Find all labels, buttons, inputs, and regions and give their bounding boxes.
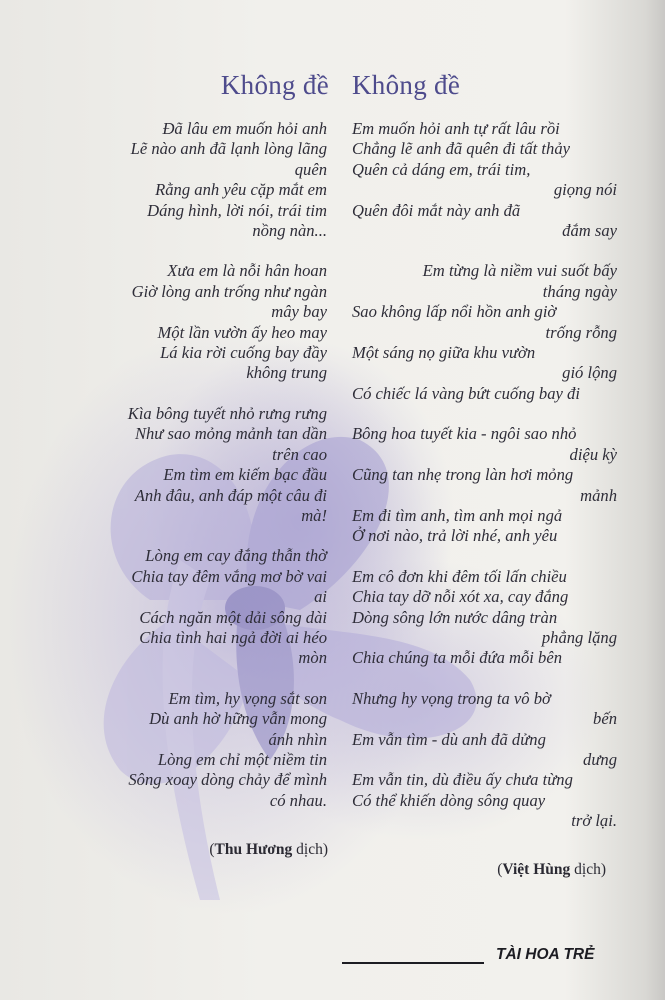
poem-line: Ở nơi nào, trả lời nhé, anh yêu bbox=[352, 526, 558, 546]
poem-line: Một sáng nọ giữa khu vườn bbox=[352, 343, 536, 363]
credit-open-paren: ( bbox=[209, 841, 215, 858]
poem-line: ánh nhìn bbox=[268, 729, 327, 749]
stanza bbox=[77, 689, 327, 811]
poem-line: Em tìm, hy vọng sắt son bbox=[168, 688, 327, 708]
poem-line: trống rỗng bbox=[545, 322, 617, 342]
poem-line: Em vẫn tin, dù điều ấy chưa từng bbox=[352, 770, 573, 790]
poem-line: diệu kỳ bbox=[569, 444, 617, 464]
poem-line: Em muốn hỏi anh tự rất lâu rồi bbox=[352, 119, 560, 138]
poem-line: có nhau. bbox=[269, 790, 327, 810]
poem-line: Em đi tìm anh, tìm anh mọi ngả bbox=[352, 505, 563, 525]
poem-line: mà! bbox=[301, 505, 327, 525]
poem-line: Kìa bông tuyết nhỏ rưng rưng bbox=[127, 403, 327, 423]
poem-line: Anh đâu, anh đáp một câu đi bbox=[134, 485, 327, 505]
poem-line: Chia chúng ta mỗi đứa mỗi bên bbox=[352, 648, 563, 668]
poem-line: Lẽ nào anh đã lạnh lòng lãng bbox=[130, 139, 327, 159]
poem-line: Như sao mỏng mảnh tan dần bbox=[134, 424, 327, 444]
poem-line: mây bay bbox=[271, 302, 327, 322]
poem-line: Đã lâu em muốn hỏi anh bbox=[162, 119, 327, 138]
poem-line: dưng bbox=[583, 749, 617, 769]
poem-line: Có thể khiến dòng sông quay bbox=[352, 790, 546, 810]
poem-line: đắm say bbox=[562, 221, 617, 241]
poem-line: Bông hoa tuyết kia - ngôi sao nhỏ bbox=[352, 424, 577, 444]
poem-line: trên cao bbox=[272, 444, 327, 464]
footer-rule bbox=[342, 962, 484, 964]
left-poem-title: Không đề bbox=[220, 70, 329, 100]
poem-line: giọng nói bbox=[553, 180, 617, 200]
poem-line: trở lại. bbox=[571, 811, 617, 831]
poem-line: Cũng tan nhẹ trong làn hơi mỏng bbox=[352, 465, 574, 485]
stanza bbox=[352, 567, 617, 669]
stanza bbox=[352, 689, 617, 832]
stanza bbox=[77, 404, 327, 526]
stanza bbox=[352, 424, 617, 546]
poem-line: Quên cả dáng em, trái tim, bbox=[352, 159, 531, 179]
poem-line: bến bbox=[593, 709, 617, 729]
right-poem-body bbox=[352, 119, 617, 852]
poem-line: Chia tay đêm vắng mơ bờ vai bbox=[131, 566, 327, 586]
poem-line: Em từng là niềm vui suốt bấy bbox=[422, 261, 617, 281]
stanza bbox=[352, 119, 617, 241]
credit-suffix: dịch) bbox=[570, 861, 606, 878]
poem-line: Một lần vườn ấy heo may bbox=[157, 322, 327, 342]
right-poem-title: Không đề bbox=[352, 70, 461, 100]
poem-line: Em cô đơn khi đêm tối lấn chiều bbox=[352, 566, 567, 586]
right-poem-translator-credit bbox=[497, 861, 606, 879]
credit-open-paren: ( bbox=[497, 861, 503, 878]
translator-name: Việt Hùng bbox=[502, 861, 571, 878]
poem-line: Rằng anh yêu cặp mắt em bbox=[155, 180, 327, 200]
poem-line: phẳng lặng bbox=[541, 627, 617, 647]
left-poem-translator-credit bbox=[209, 841, 328, 859]
poem-line: mảnh bbox=[580, 485, 617, 505]
poem-line: Lòng em cay đắng thẫn thờ bbox=[145, 546, 327, 566]
credit-suffix: dịch) bbox=[292, 841, 328, 858]
poem-line: tháng ngày bbox=[542, 281, 617, 301]
poem-line: Dòng sông lớn nước dâng tràn bbox=[352, 607, 558, 627]
poem-line: Giờ lòng anh trống như ngàn bbox=[131, 281, 327, 301]
magazine-name: TÀI HOA TRẺ bbox=[496, 946, 595, 963]
poem-line: Cách ngăn một dải sông dài bbox=[139, 607, 327, 627]
stanza bbox=[352, 261, 617, 404]
poem-line: Dáng hình, lời nói, trái tim bbox=[147, 200, 327, 220]
poem-line: gió lộng bbox=[562, 363, 617, 383]
poem-line: không trung bbox=[246, 363, 327, 383]
poem-line: Nhưng hy vọng trong ta vô bờ bbox=[352, 688, 551, 708]
poem-line: Xưa em là nỗi hân hoan bbox=[167, 261, 327, 281]
poem-line: quên bbox=[294, 159, 327, 179]
poem-line: Sông xoay dòng chảy để mình bbox=[128, 770, 327, 790]
poem-line: Lá kia rời cuống bay đầy bbox=[160, 343, 327, 363]
poem-line: Dù anh hờ hững vẫn mong bbox=[149, 709, 327, 729]
poem-line: mòn bbox=[298, 648, 327, 668]
poem-line: Chia tay dỡ nỗi xót xa, cay đắng bbox=[352, 587, 569, 607]
poem-line: Em tìm em kiếm bạc đầu bbox=[163, 465, 327, 485]
poem-line: ai bbox=[314, 587, 327, 607]
poem-line: nồng nàn... bbox=[252, 221, 327, 241]
stanza bbox=[77, 261, 327, 383]
translator-name: Thu Hương bbox=[214, 841, 293, 858]
stanza bbox=[77, 546, 327, 668]
left-poem-body bbox=[77, 119, 327, 831]
poem-line: Có chiếc lá vàng bứt cuống bay đi bbox=[352, 383, 580, 403]
poem-line: Lòng em chỉ một niềm tin bbox=[157, 749, 327, 769]
poem-line: Quên đôi mắt này anh đã bbox=[352, 200, 521, 220]
poem-line: Em vẫn tìm - dù anh đã dửng bbox=[352, 729, 546, 749]
stanza bbox=[77, 119, 327, 241]
poem-line: Chia tình hai ngả đời ai héo bbox=[139, 627, 327, 647]
poem-line: Chẳng lẽ anh đã quên đi tất thảy bbox=[352, 139, 571, 159]
poem-line: Sao không lấp nổi hồn anh giờ bbox=[352, 302, 557, 322]
